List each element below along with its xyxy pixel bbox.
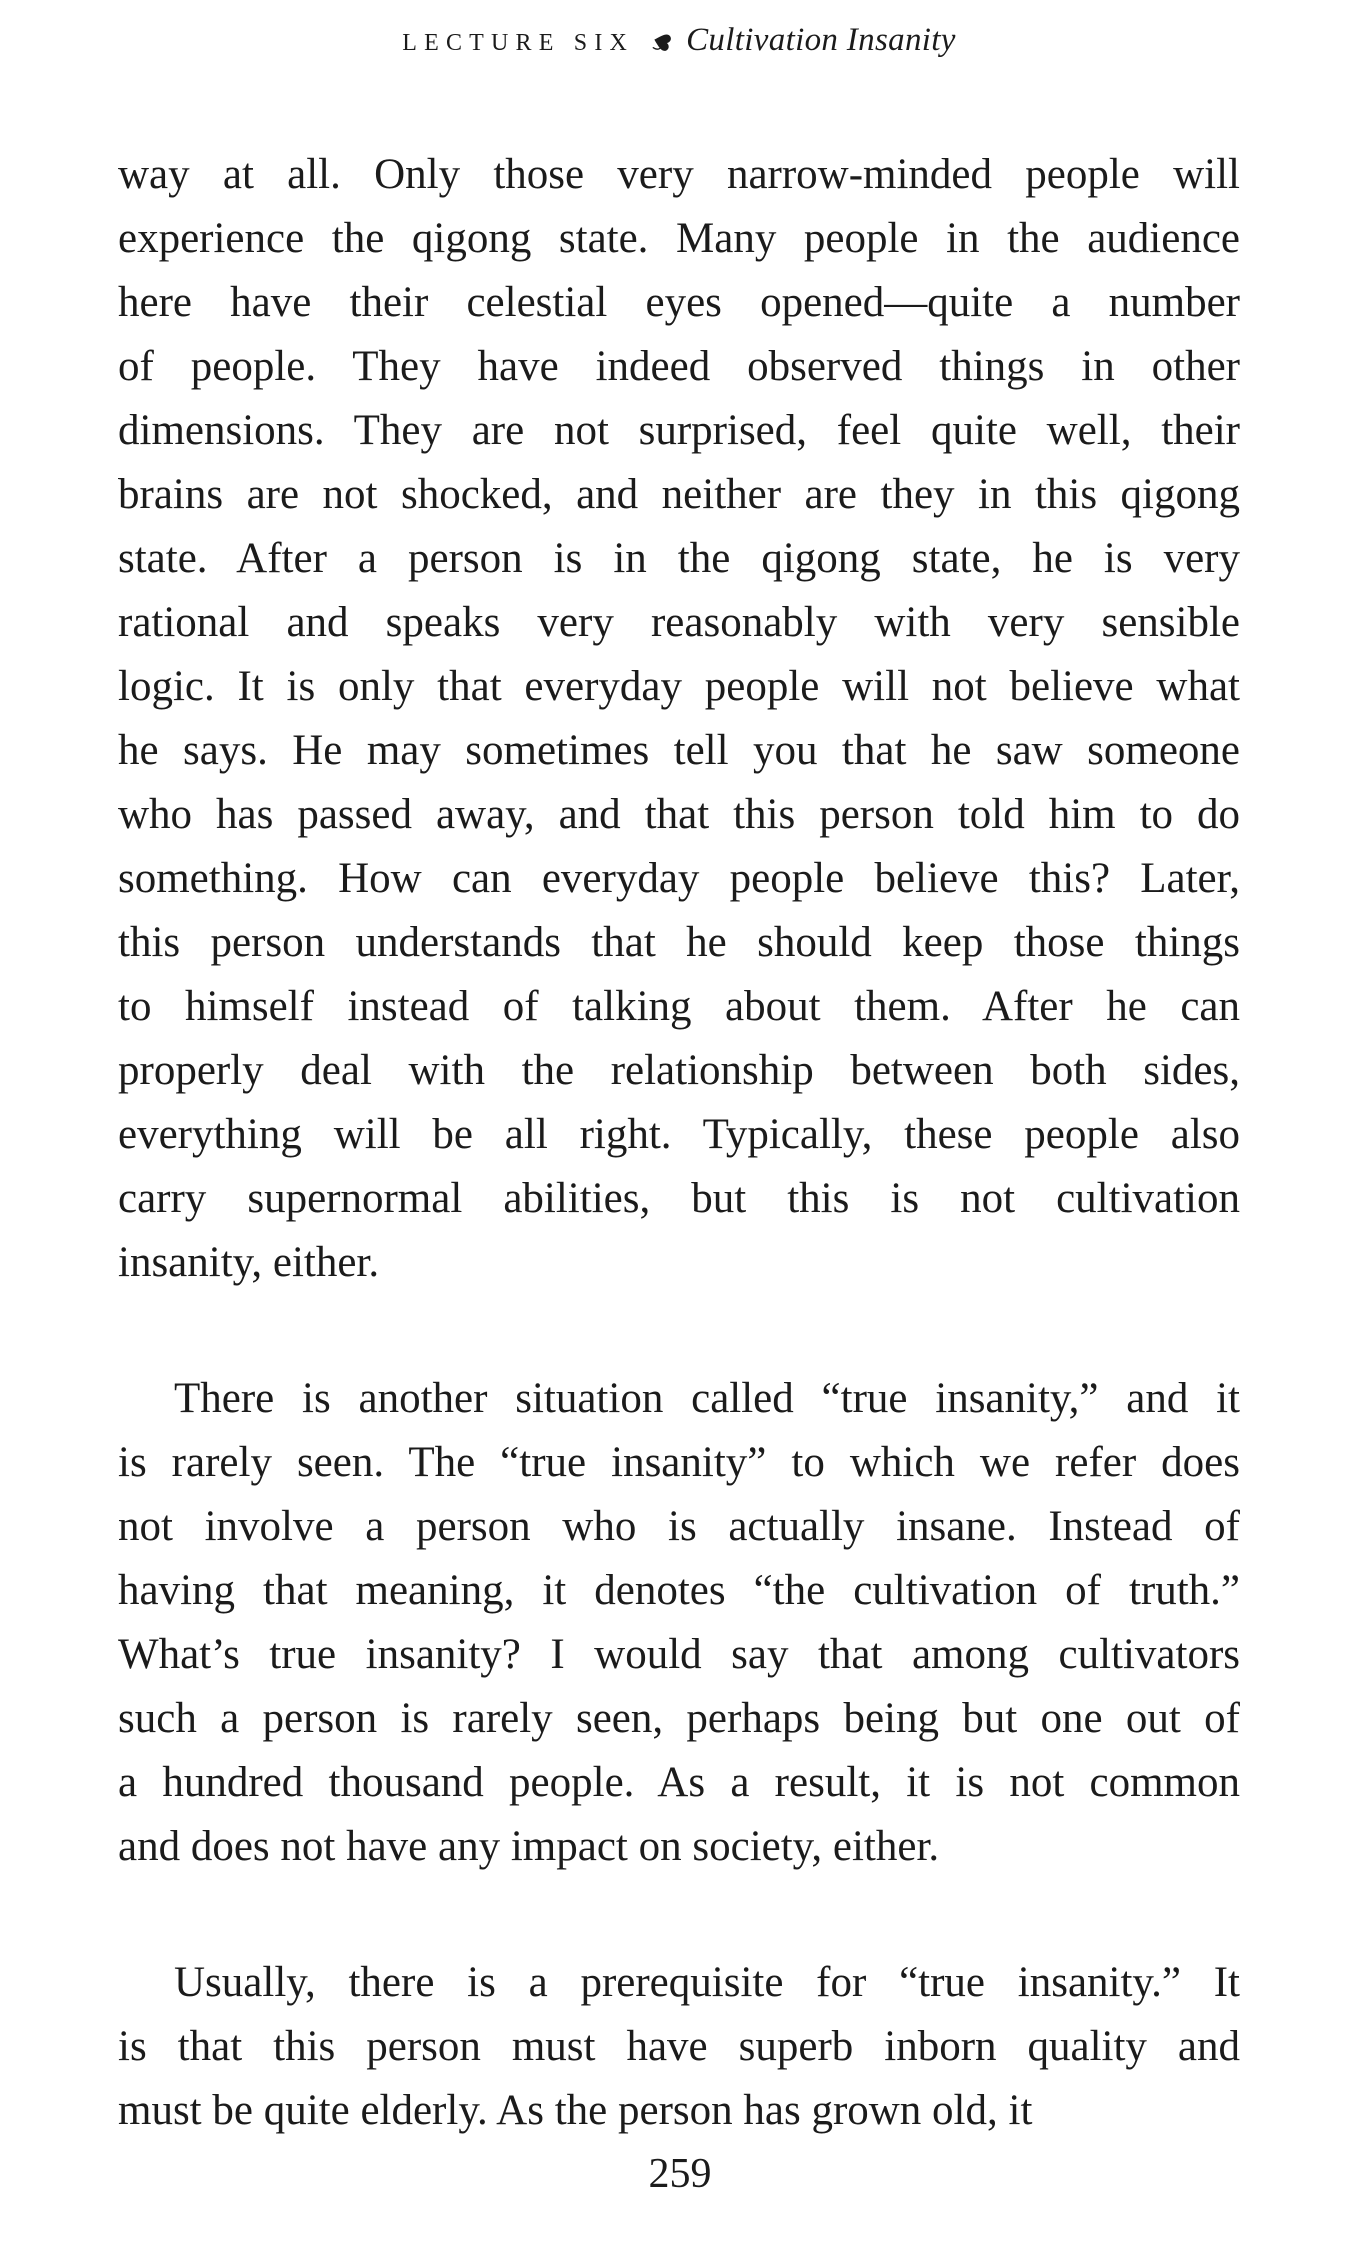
text-line: state. After a person is in the qigong state, he is very <box>118 535 1240 582</box>
paragraph <box>118 143 1240 1295</box>
text-line: such a person is rarely seen, perhaps being but one out of <box>118 1695 1240 1742</box>
text-line: is rarely seen. The “true insanity” to which we refer does <box>118 1439 1240 1486</box>
chapter-title: Cultivation Insanity <box>686 22 956 58</box>
text-line: There is another situation called “true insanity,” and it <box>174 1375 1240 1422</box>
text-line: having that meaning, it denotes “the cultivation of truth.” <box>118 1567 1240 1614</box>
paragraph <box>118 1951 1240 2143</box>
paragraph <box>118 1367 1240 1879</box>
text-line: logic. It is only that everyday people will not believe what <box>118 663 1240 710</box>
text-line: is that this person must have superb inborn quality and <box>118 2023 1240 2070</box>
text-line: of people. They have indeed observed things in other <box>118 343 1240 390</box>
text-line: carry supernormal abilities, but this is not cultivation <box>118 1175 1240 1222</box>
text-line: this person understands that he should keep those things <box>118 919 1240 966</box>
text-line: brains are not shocked, and neither are they in this qigong <box>118 471 1240 518</box>
text-line: something. How can everyday people believe this? Later, <box>118 855 1240 902</box>
text-line: experience the qigong state. Many people in the audience <box>118 215 1240 262</box>
text-line: not involve a person who is actually insane. Instead of <box>118 1503 1240 1550</box>
text-line: What’s true insanity? I would say that among cultivators <box>118 1631 1240 1678</box>
text-line: a hundred thousand people. As a result, it is not common <box>118 1759 1240 1806</box>
page-body <box>118 143 1240 2143</box>
text-line: Usually, there is a prerequisite for “true insanity.” It <box>174 1959 1240 2006</box>
lecture-label: LECTURE SIX <box>402 30 635 56</box>
text-line: he says. He may sometimes tell you that he saw someone <box>118 727 1240 774</box>
page-number: 259 <box>648 2151 712 2197</box>
text-line: must be quite elderly. As the person has grown old, it <box>118 2087 1033 2134</box>
text-line: everything will be all right. Typically, these people also <box>118 1111 1240 1158</box>
text-line: dimensions. They are not surprised, feel quite well, their <box>118 407 1240 454</box>
text-line: way at all. Only those very narrow-minded people will <box>118 151 1240 198</box>
text-line: who has passed away, and that this person told him to do <box>118 791 1240 838</box>
hedera-leaf-icon <box>650 29 676 60</box>
text-line: properly deal with the relationship between both sides, <box>118 1047 1240 1094</box>
text-line: to himself instead of talking about them. After he can <box>118 983 1240 1030</box>
text-line: insanity, either. <box>118 1239 380 1286</box>
text-line: rational and speaks very reasonably with very sensible <box>118 599 1240 646</box>
text-line: here have their celestial eyes opened—quite a number <box>118 279 1240 326</box>
running-header <box>118 22 1240 60</box>
text-line: and does not have any impact on society, either. <box>118 1823 940 1870</box>
